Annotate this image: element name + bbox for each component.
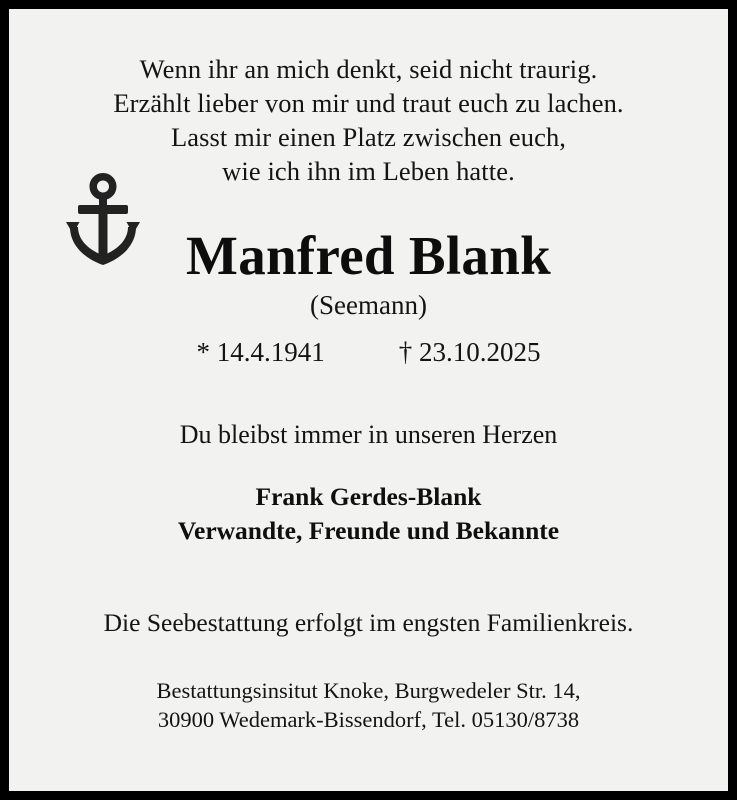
mourner-group: Verwandte, Freunde und Bekannte	[177, 516, 560, 546]
poem-block	[49, 53, 688, 189]
funeral-home-line: Bestattungsinsitut Knoke, Burgwedeler Str. 14,	[156, 678, 581, 704]
poem-line: Wenn ihr an mich denkt, seid nicht traurig.	[139, 54, 598, 84]
funeral-home-block	[49, 676, 688, 735]
notice-inner	[9, 9, 728, 791]
poem-line: Lasst mir einen Platz zwischen euch,	[170, 121, 567, 152]
occupation: (Seemann)	[310, 290, 427, 321]
anchor-icon	[57, 171, 149, 271]
mourners-block	[49, 480, 688, 548]
deceased-name: Manfred Blank	[185, 224, 552, 286]
tribute-text: Du bleibst immer in unseren Herzen	[179, 420, 558, 450]
ceremony-text: Die Seebestattung erfolgt im engsten Familienkreis.	[103, 608, 634, 638]
death-date: † 23.10.2025	[398, 337, 541, 368]
poem-line: Erzählt lieber von mir und traut euch zu lachen.	[113, 87, 624, 118]
life-dates	[49, 337, 688, 368]
birth-date: * 14.4.1941	[196, 337, 325, 368]
mourner-primary: Frank Gerdes-Blank	[255, 482, 482, 512]
poem-line: wie ich ihn im Leben hatte.	[222, 155, 515, 186]
funeral-home-line: 30900 Wedemark-Bissendorf, Tel. 05130/8738	[157, 707, 580, 733]
